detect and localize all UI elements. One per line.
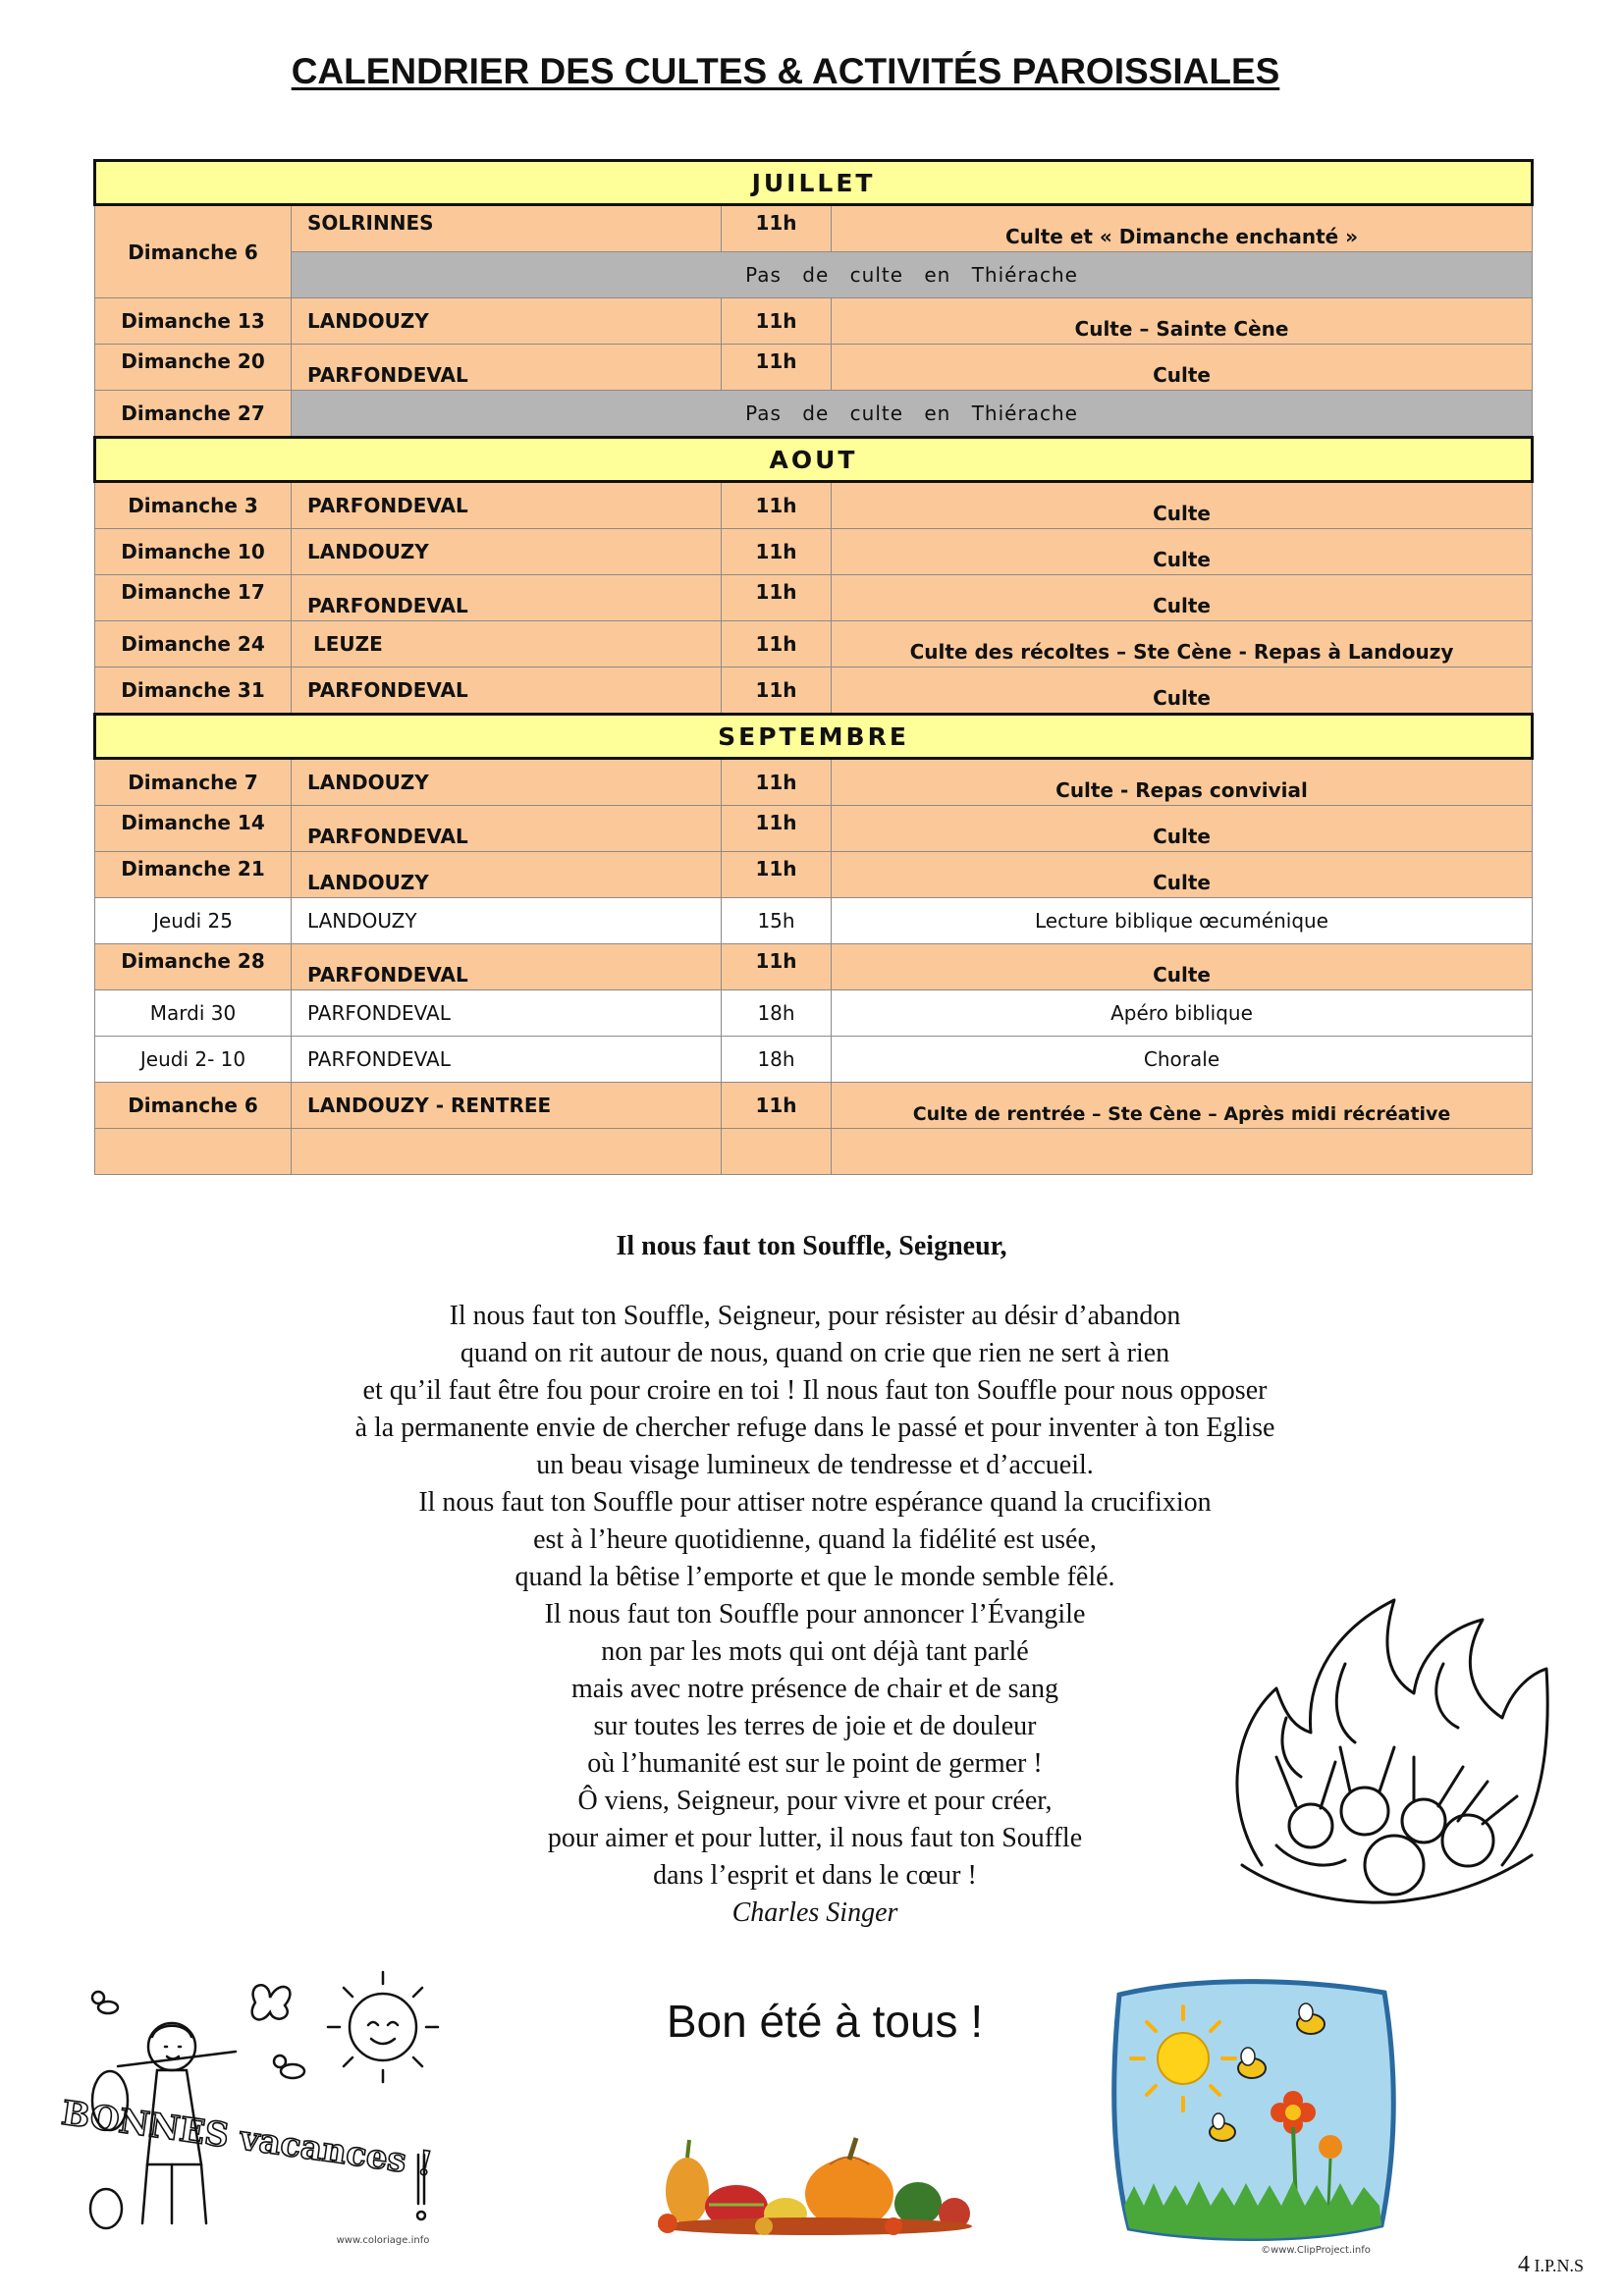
table-row	[95, 759, 1533, 806]
desc-cell	[832, 1129, 1533, 1175]
vegetables-illustration	[648, 2120, 982, 2238]
page-title: CALENDRIER DES CULTES & ACTIVITÉS PAROISSIALES	[291, 51, 1280, 91]
garden-illustration	[1105, 1975, 1399, 2260]
flame-illustration	[1217, 1571, 1561, 1934]
desc-cell: Culte	[832, 806, 1533, 852]
table-row	[95, 1037, 1533, 1083]
day-cell: Jeudi 25	[95, 898, 292, 944]
desc-cell: Culte	[832, 852, 1533, 898]
desc-cell: Culte et « Dimanche enchanté »	[832, 205, 1533, 252]
place-cell: PARFONDEVAL	[292, 667, 722, 715]
table-row	[95, 298, 1533, 345]
time-cell: 18h	[722, 1037, 832, 1083]
day-cell: Dimanche 20	[95, 345, 292, 391]
poem-line: Il nous faut ton Souffle pour annoncer l’Évangile	[544, 1599, 1086, 1629]
day-cell: Dimanche 6	[95, 205, 292, 298]
day-cell: Jeudi 2- 10	[95, 1037, 292, 1083]
time-cell: 18h	[722, 990, 832, 1037]
place-cell: LANDOUZY	[292, 298, 722, 345]
time-cell: 11h	[722, 759, 832, 806]
place-cell: LANDOUZY - RENTREE	[292, 1083, 722, 1129]
day-cell: Dimanche 24	[95, 621, 292, 667]
day-cell: Dimanche 28	[95, 944, 292, 990]
poem-line: Ô viens, Seigneur, pour vivre et pour créer,	[577, 1786, 1053, 1816]
month-name: SEPTEMBRE	[95, 715, 1533, 759]
page-number: 4	[1517, 2252, 1530, 2277]
day-cell: Dimanche 10	[95, 529, 292, 575]
day-cell: Dimanche 7	[95, 759, 292, 806]
page-footer	[1518, 2252, 1584, 2278]
time-cell: 11h	[722, 806, 832, 852]
day-cell: Dimanche 31	[95, 667, 292, 715]
month-header-aout	[95, 438, 1533, 482]
day-cell: Dimanche 21	[95, 852, 292, 898]
day-cell: Dimanche 17	[95, 575, 292, 621]
place-cell: PARFONDEVAL	[292, 806, 722, 852]
day-cell: Dimanche 27	[95, 391, 292, 438]
desc-cell: Culte	[832, 575, 1533, 621]
poem-line: quand la bêtise l’emporte et que le monde semble fêlé.	[514, 1562, 1115, 1592]
time-cell: 11h	[722, 575, 832, 621]
table-row	[95, 990, 1533, 1037]
poem-line: Il nous faut ton Souffle pour attiser notre espérance quand la crucifixion	[418, 1487, 1212, 1518]
greeting: Bon été à tous !	[666, 1996, 984, 2047]
no-service-cell: Pas de culte en Thiérache	[292, 391, 1533, 438]
desc-cell: Culte – Sainte Cène	[832, 298, 1533, 345]
day-cell: Dimanche 14	[95, 806, 292, 852]
vacances-text: BONNES vacances !	[59, 2093, 435, 2185]
desc-cell: Apéro biblique	[832, 990, 1533, 1037]
table-row	[95, 575, 1533, 621]
poem-line: Il nous faut ton Souffle, Seigneur, pour résister au désir d’abandon	[449, 1301, 1181, 1331]
poem-line: quand on rit autour de nous, quand on crie que rien ne sert à rien	[460, 1338, 1170, 1368]
place-cell: LANDOUZY	[292, 759, 722, 806]
poem-line: dans l’esprit et dans le cœur !	[653, 1860, 977, 1891]
table-row-empty	[95, 1129, 1533, 1175]
place-cell: PARFONDEVAL	[292, 1037, 722, 1083]
poem-line: non par les mots qui ont déjà tant parlé	[601, 1636, 1029, 1667]
desc-cell: Culte	[832, 482, 1533, 529]
table-row	[95, 345, 1533, 391]
place-cell: PARFONDEVAL	[292, 575, 722, 621]
time-cell: 11h	[722, 205, 832, 252]
table-row	[95, 621, 1533, 667]
day-cell: Dimanche 6	[95, 1083, 292, 1129]
day-cell: Dimanche 13	[95, 298, 292, 345]
place-cell: PARFONDEVAL	[292, 345, 722, 391]
table-row	[95, 252, 1533, 298]
desc-cell: Chorale	[832, 1037, 1533, 1083]
table-row	[95, 806, 1533, 852]
month-name: AOUT	[95, 438, 1533, 482]
day-cell: Mardi 30	[95, 990, 292, 1037]
desc-cell: Lecture biblique œcuménique	[832, 898, 1533, 944]
desc-cell: Culte	[832, 667, 1533, 715]
bonnes-vacances-illustration	[59, 1968, 452, 2258]
desc-cell: Culte	[832, 944, 1533, 990]
table-row	[95, 944, 1533, 990]
desc-cell: Culte de rentrée – Ste Cène – Après midi récréative	[832, 1083, 1533, 1129]
month-header-juillet	[95, 161, 1533, 205]
time-cell: 11h	[722, 298, 832, 345]
time-cell: 11h	[722, 944, 832, 990]
desc-cell: Culte	[832, 529, 1533, 575]
desc-cell: Culte	[832, 345, 1533, 391]
day-cell	[95, 1129, 292, 1175]
table-row	[95, 667, 1533, 715]
calendar-table	[93, 159, 1534, 1175]
day-cell: Dimanche 3	[95, 482, 292, 529]
time-cell: 11h	[722, 345, 832, 391]
poem-title: Il nous faut ton Souffle, Seigneur,	[616, 1231, 1007, 1261]
vacances-credit: www.coloriage.info	[336, 2235, 430, 2246]
desc-cell: Culte des récoltes – Ste Cène - Repas à Landouzy	[832, 621, 1533, 667]
time-cell: 11h	[722, 482, 832, 529]
footer-label: I.P.N.S	[1534, 2256, 1584, 2275]
poem-line: est à l’heure quotidienne, quand la fidélité est usée,	[533, 1524, 1097, 1555]
table-row	[95, 898, 1533, 944]
place-cell: PARFONDEVAL	[292, 990, 722, 1037]
poem-author: Charles Singer	[731, 1897, 898, 1928]
place-cell: LANDOUZY	[292, 529, 722, 575]
place-cell: LANDOUZY	[292, 898, 722, 944]
place-cell: SOLRINNES	[292, 205, 722, 252]
time-cell: 15h	[722, 898, 832, 944]
place-cell: PARFONDEVAL	[292, 482, 722, 529]
month-name: JUILLET	[95, 161, 1533, 205]
desc-cell: Culte - Repas convivial	[832, 759, 1533, 806]
no-service-cell: Pas de culte en Thiérache	[292, 252, 1533, 298]
place-cell: PARFONDEVAL	[292, 944, 722, 990]
table-row	[95, 1083, 1533, 1129]
place-cell: LEUZE	[292, 621, 722, 667]
poem-line: à la permanente envie de chercher refuge dans le passé et pour inventer à ton Eglise	[354, 1413, 1275, 1443]
table-row	[95, 205, 1533, 252]
time-cell: 11h	[722, 529, 832, 575]
poem-line: un beau visage lumineux de tendresse et d’accueil.	[536, 1450, 1094, 1480]
time-cell: 11h	[722, 621, 832, 667]
garden-credit: ©www.ClipProject.info	[1261, 2245, 1371, 2256]
table-row	[95, 852, 1533, 898]
place-cell: LANDOUZY	[292, 852, 722, 898]
poem-line: pour aimer et pour lutter, il nous faut ton Souffle	[547, 1823, 1083, 1853]
table-row	[95, 529, 1533, 575]
month-header-septembre	[95, 715, 1533, 759]
place-cell	[292, 1129, 722, 1175]
time-cell	[722, 1129, 832, 1175]
poem-line: mais avec notre présence de chair et de sang	[571, 1674, 1058, 1704]
time-cell: 11h	[722, 1083, 832, 1129]
poem-line: où l’humanité est sur le point de germer !	[587, 1748, 1043, 1779]
poem-line: et qu’il faut être fou pour croire en toi ! Il nous faut ton Souffle pour nous opposer	[362, 1375, 1268, 1406]
poem-line: sur toutes les terres de joie et de douleur	[593, 1711, 1037, 1741]
table-row	[95, 391, 1533, 438]
table-row	[95, 482, 1533, 529]
time-cell: 11h	[722, 667, 832, 715]
time-cell: 11h	[722, 852, 832, 898]
